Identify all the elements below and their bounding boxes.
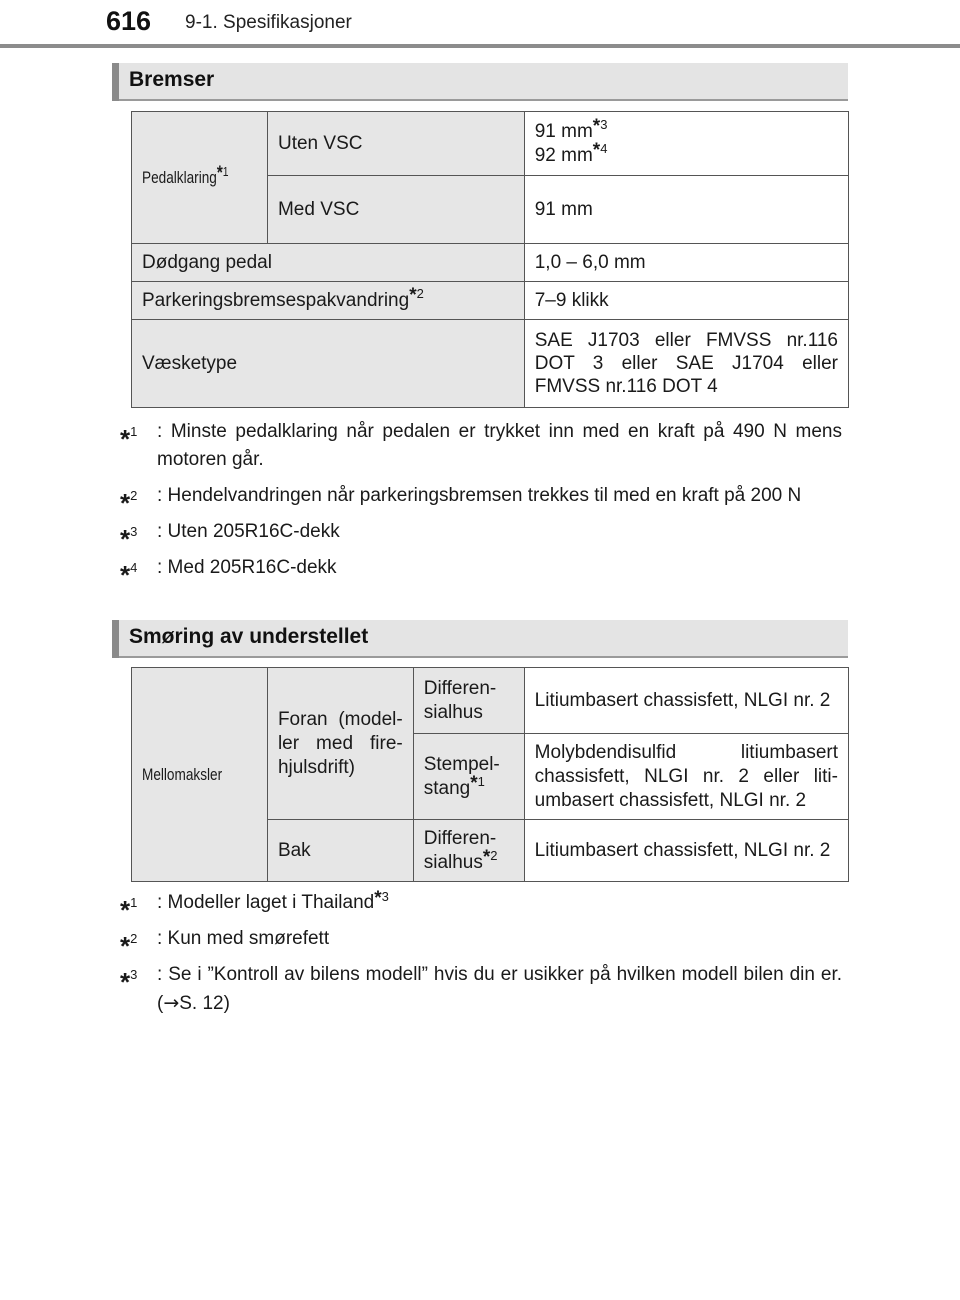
rear-label: Bak [267,820,413,882]
brakes-footnotes [120,418,842,590]
pedal-free-play-value: 1,0 – 6,0 mm [524,244,848,282]
footnote: *$^1$ : Minste pedalklaring når pedalen er trykket inn med en kraft på 490 N mens motoren går. [120,418,842,474]
intermediate-axles-label: Mellomaksler [132,668,268,882]
page-number: 616 [106,6,152,36]
header-rule [0,44,960,48]
section-marker [112,63,119,101]
pedal-free-play-label: Dødgang pedal [132,244,525,282]
table-row [132,668,849,734]
footnote: *$^1$ : Modeller laget i Thailand$^{*3}$ [120,887,389,925]
footnote: *$^2$ : Kun med smørefett [120,925,842,953]
section-marker [112,620,119,658]
page-header [0,0,960,48]
pedal-clearance-label: Pedalklaring$^{*1}$ [132,112,268,244]
footnote-marker: *$^2$ [120,488,138,518]
footnote-marker: *$^1$ [120,895,138,925]
rear-differential-value: Litiumbasert chassisfett, NLGI nr. 2 [524,820,848,882]
footnote-marker: *$^3$ [120,524,138,554]
section-title-lubrication: Smøring av understellet [129,625,369,648]
brakes-table [131,111,849,408]
page-reference-link[interactable]: S. 12) [179,993,230,1014]
lubrication-table [131,667,849,882]
footnote-marker: *$^1$ [120,424,138,454]
with-vsc-value: 91 mm [524,176,848,244]
fluid-type-value: SAE J1703 eller FMVSS nr.116 DOT 3 eller SAE J1704 eller FMVSS nr.116 DOT 4 [524,320,848,408]
plunger-rod-value: Molybdendisulfid litiumbasert chassisfett, NLGI nr. 2 eller liti-umbasert chassisfett, NLGI nr. 2 [524,734,848,820]
parking-brake-travel-label: Parkeringsbremsespakvandring$^{*2}$ [132,282,525,320]
chapter-title: 9-1. Spesifikasjoner [185,12,352,33]
section-bar-brakes [112,63,848,101]
footnote: *$^3$ : Se i ”Kontroll av bilens modell” hvis du er usikker på hvilken modell bilen din er. (→S. 12) [120,961,842,1018]
without-vsc-value: 91 $mm^{*3}$ 92 $mm^{*4}$ [524,112,848,176]
parking-brake-travel-value: 7–9 klikk [524,282,848,320]
fluid-type-label: Væsketype [132,320,525,408]
footnote: *$^2$ : Hendelvandringen når parkeringsbremsen trekkes til med en kraft på 200 N [120,482,842,510]
lubrication-footnotes [120,889,842,1026]
footnote-marker: *$^2$ [120,931,138,961]
front-label: Foran (model-ler med fire-hjulsdrift) [267,668,413,820]
footnote-marker: *$^3$ [120,967,138,997]
section-title-brakes: Bremser [129,68,215,91]
arrow-right-icon: → [163,992,180,1014]
table-row [132,244,849,282]
section-bar-lubrication [112,620,848,658]
table-row [132,320,849,408]
footnote: *$^3$ : Uten 205R16C-dekk [120,518,842,546]
table-row [132,282,849,320]
footnote-marker: *$^4$ [120,560,138,590]
table-row [132,112,849,176]
footnote: *$^4$ : Med 205R16C-dekk [120,554,842,582]
front-differential-value: Litiumbasert chassisfett, NLGI nr. 2 [524,668,848,734]
plunger-rod-label: Stempel-stang$^{*1}$ [413,734,524,820]
rear-differential-label: Differen-sialhus$^{*2}$ [413,820,524,882]
front-differential-label: Differen-sialhus [413,668,524,734]
with-vsc-label: Med VSC [267,176,524,244]
without-vsc-label: Uten VSC [267,112,524,176]
